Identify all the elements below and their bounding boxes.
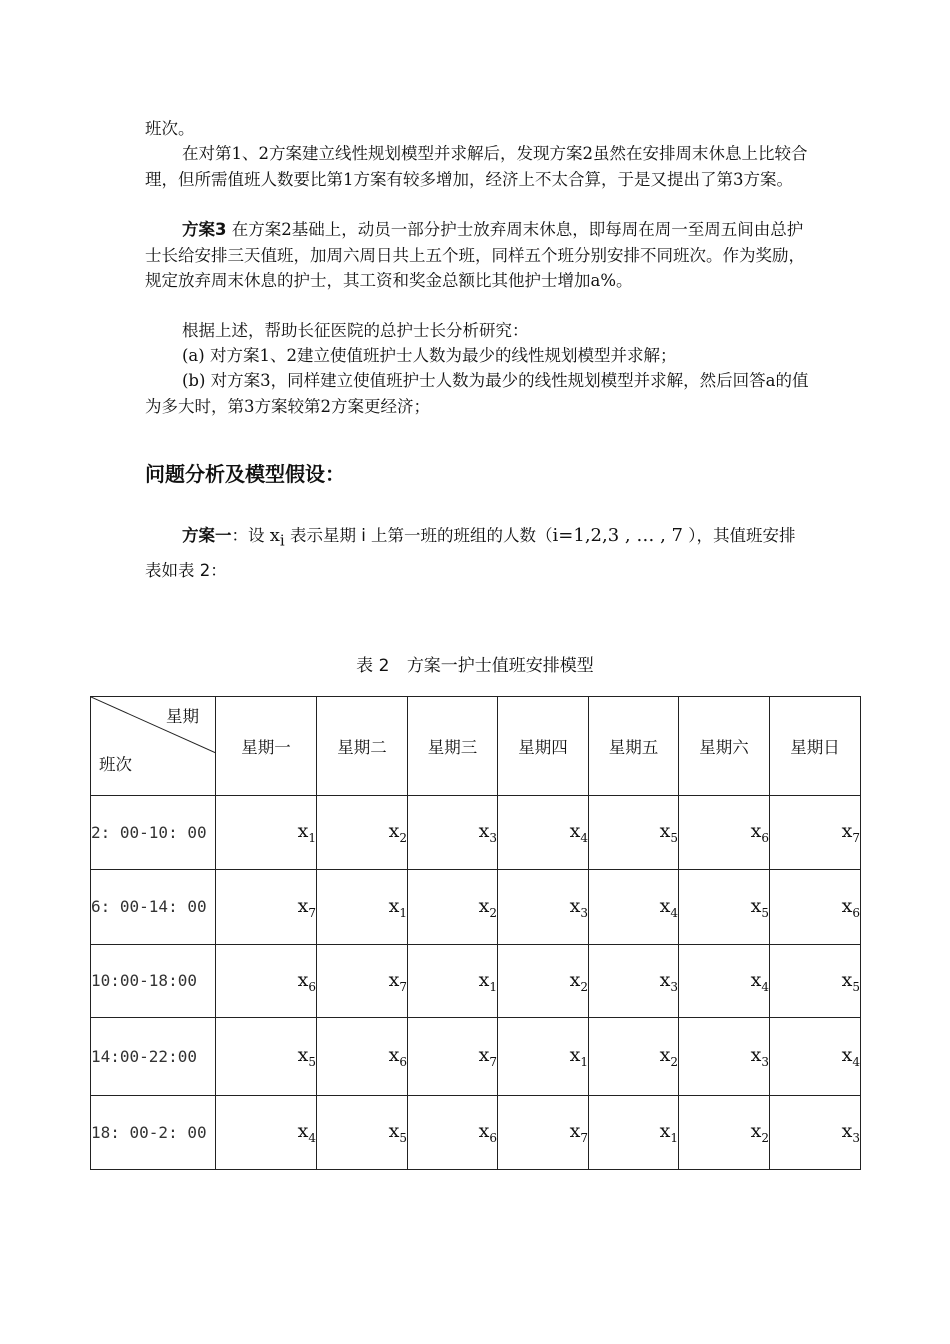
cell-variable: x <box>569 820 581 843</box>
plan-one-description: 方案一：设 $x_i$ 表示星期 i 上第一班的班组的人数（i=1,2,3 , … , 7 ），其值班安排表如表 2： <box>145 525 796 580</box>
corner-header <box>91 697 216 796</box>
shift-time: 18: 00-2: 00 <box>91 1096 216 1170</box>
nurse-group-cell <box>679 1096 770 1170</box>
cell-variable: x <box>569 894 581 917</box>
cell-variable: x <box>750 1120 762 1143</box>
cell-subscript: 4 <box>761 979 769 994</box>
paragraph-task-a: (a) 对方案1、2建立使值班护士人数为最少的线性规划模型并求解； <box>182 346 677 365</box>
paragraph-intro: 班次。 <box>145 119 195 138</box>
cell-variable: x <box>569 1044 581 1067</box>
day-header: 星期四 <box>498 697 589 796</box>
cell-subscript: 4 <box>308 1130 316 1145</box>
cell-variable: x <box>841 1120 853 1143</box>
nurse-group-cell <box>408 870 498 945</box>
cell-subscript: 5 <box>761 905 769 920</box>
paragraph-task-b: (b) 对方案3，同样建立使值班护士人数为最少的线性规划模型并求解，然后回答a的值为多大时，第3方案较第2方案更经济； <box>145 371 809 416</box>
nurse-group-cell <box>216 1018 317 1096</box>
nurse-group-cell <box>498 870 589 945</box>
cell-variable: x <box>659 1044 671 1067</box>
nurse-group-cell <box>317 796 408 870</box>
day-header: 星期五 <box>589 697 679 796</box>
nurse-group-cell <box>589 945 679 1018</box>
cell-variable: x <box>750 968 762 991</box>
cell-variable: x <box>569 968 581 991</box>
corner-shift-label: 班次 <box>99 755 132 774</box>
nurse-group-cell <box>498 945 589 1018</box>
day-header: 星期日 <box>770 697 861 796</box>
cell-subscript: 2 <box>670 1054 678 1069</box>
nurse-group-cell <box>589 1096 679 1170</box>
cell-subscript: 6 <box>852 905 860 920</box>
nurse-group-cell <box>679 796 770 870</box>
cell-subscript: 5 <box>852 979 860 994</box>
cell-subscript: 5 <box>670 830 678 845</box>
nurse-group-cell <box>770 1096 861 1170</box>
shift-time: 14:00-22:00 <box>91 1018 216 1096</box>
nurse-group-cell <box>679 1018 770 1096</box>
nurse-group-cell <box>679 870 770 945</box>
cell-variable: x <box>297 968 309 991</box>
nurse-group-cell <box>216 796 317 870</box>
cell-variable: x <box>388 894 400 917</box>
cell-variable: x <box>388 968 400 991</box>
cell-subscript: 6 <box>489 1130 497 1145</box>
day-header: 星期三 <box>408 697 498 796</box>
cell-variable: x <box>659 1120 671 1143</box>
day-header: 星期一 <box>216 697 317 796</box>
cell-subscript: 7 <box>489 1054 497 1069</box>
nurse-group-cell <box>589 796 679 870</box>
nurse-group-cell <box>317 1096 408 1170</box>
cell-variable: x <box>841 820 853 843</box>
cell-subscript: 3 <box>670 979 678 994</box>
index-range: i=1,2,3 , … , 7 <box>552 525 683 546</box>
nurse-group-cell <box>317 945 408 1018</box>
nurse-group-cell <box>498 1018 589 1096</box>
nurse-group-cell <box>216 945 317 1018</box>
cell-subscript: 7 <box>580 1130 588 1145</box>
cell-variable: x <box>388 820 400 843</box>
cell-variable: x <box>297 1120 309 1143</box>
cell-variable: x <box>841 968 853 991</box>
shift-time: 2: 00-10: 00 <box>91 796 216 870</box>
paragraph-plans-1-2: 在对第1、2方案建立线性规划模型并求解后，发现方案2虽然在安排周末休息上比较合理，但所需值班人数要比第1方案有较多增加，经济上不太合算，于是又提出了第3方案。 <box>145 144 808 189</box>
cell-subscript: 1 <box>308 830 316 845</box>
cell-variable: x <box>750 1044 762 1067</box>
cell-subscript: 4 <box>852 1054 860 1069</box>
schedule-table <box>90 696 861 1170</box>
cell-subscript: 6 <box>761 830 769 845</box>
paragraph-tasks-intro: 根据上述，帮助长征医院的总护士长分析研究： <box>182 321 529 340</box>
cell-subscript: 7 <box>852 830 860 845</box>
cell-subscript: 1 <box>489 979 497 994</box>
nurse-group-cell <box>216 870 317 945</box>
nurse-group-cell <box>770 945 861 1018</box>
cell-variable: x <box>841 1044 853 1067</box>
nurse-group-cell <box>770 870 861 945</box>
table-row <box>91 796 861 870</box>
cell-variable: x <box>478 820 490 843</box>
nurse-group-cell <box>770 1018 861 1096</box>
cell-variable: x <box>659 968 671 991</box>
nurse-group-cell <box>408 796 498 870</box>
shift-time: 10:00-18:00 <box>91 945 216 1018</box>
cell-variable: x <box>750 894 762 917</box>
nurse-group-cell <box>408 945 498 1018</box>
cell-variable: x <box>478 894 490 917</box>
day-header: 星期六 <box>679 697 770 796</box>
table-title: 方案一护士值班安排模型 <box>406 656 594 676</box>
cell-subscript: 3 <box>489 830 497 845</box>
cell-subscript: 2 <box>580 979 588 994</box>
nurse-group-cell <box>216 1096 317 1170</box>
cell-subscript: 4 <box>580 830 588 845</box>
table-row <box>91 945 861 1018</box>
cell-variable: x <box>750 820 762 843</box>
cell-subscript: 1 <box>580 1054 588 1069</box>
cell-variable: x <box>841 894 853 917</box>
nurse-group-cell <box>589 1018 679 1096</box>
cell-subscript: 3 <box>761 1054 769 1069</box>
cell-subscript: 2 <box>489 905 497 920</box>
cell-variable: x <box>297 1044 309 1067</box>
corner-day-label: 星期 <box>166 707 199 726</box>
nurse-group-cell <box>317 1018 408 1096</box>
cell-variable: x <box>297 820 309 843</box>
table-number: 表 2 <box>356 656 390 676</box>
cell-subscript: 6 <box>399 1054 407 1069</box>
table-caption <box>0 651 950 676</box>
cell-variable: x <box>478 1044 490 1067</box>
cell-variable: x <box>388 1044 400 1067</box>
nurse-group-cell <box>408 1018 498 1096</box>
cell-subscript: 4 <box>670 905 678 920</box>
nurse-group-cell <box>679 945 770 1018</box>
cell-variable: x <box>659 820 671 843</box>
cell-subscript: 7 <box>308 905 316 920</box>
table-row <box>91 870 861 945</box>
cell-variable: x <box>297 894 309 917</box>
variable-x: $x_i$ <box>269 525 285 550</box>
cell-subscript: 6 <box>308 979 316 994</box>
cell-subscript: 2 <box>399 830 407 845</box>
cell-subscript: 3 <box>580 905 588 920</box>
cell-subscript: 1 <box>399 905 407 920</box>
nurse-group-cell <box>589 870 679 945</box>
nurse-group-cell <box>317 870 408 945</box>
day-header: 星期二 <box>317 697 408 796</box>
section-heading: 问题分析及模型假设： <box>145 462 345 486</box>
cell-variable: x <box>478 1120 490 1143</box>
cell-subscript: 7 <box>399 979 407 994</box>
cell-variable: x <box>659 894 671 917</box>
table-row <box>91 1018 861 1096</box>
cell-subscript: 2 <box>761 1130 769 1145</box>
nurse-group-cell <box>770 796 861 870</box>
nurse-group-cell <box>498 796 589 870</box>
shift-time: 6: 00-14: 00 <box>91 870 216 945</box>
cell-variable: x <box>388 1120 400 1143</box>
plan-one-label: 方案一 <box>182 526 232 545</box>
nurse-group-cell <box>498 1096 589 1170</box>
cell-subscript: 1 <box>670 1130 678 1145</box>
paragraph-plan-3: 方案3 在方案2基础上，动员一部分护士放弃周末休息，即每周在周一至周五间由总护士长给安排三天值班，加周六周日共上五个班，同样五个班分别安排不同班次。作为奖励，规定放弃周末休息的护士，其工资和奖金总额比其他护士增加a%。 <box>145 220 805 290</box>
table-row <box>91 1096 861 1170</box>
cell-subscript: 3 <box>852 1130 860 1145</box>
nurse-group-cell <box>408 1096 498 1170</box>
cell-subscript: 5 <box>308 1054 316 1069</box>
cell-variable: x <box>478 968 490 991</box>
cell-variable: x <box>569 1120 581 1143</box>
cell-subscript: 5 <box>399 1130 407 1145</box>
table-header-row <box>91 697 861 796</box>
